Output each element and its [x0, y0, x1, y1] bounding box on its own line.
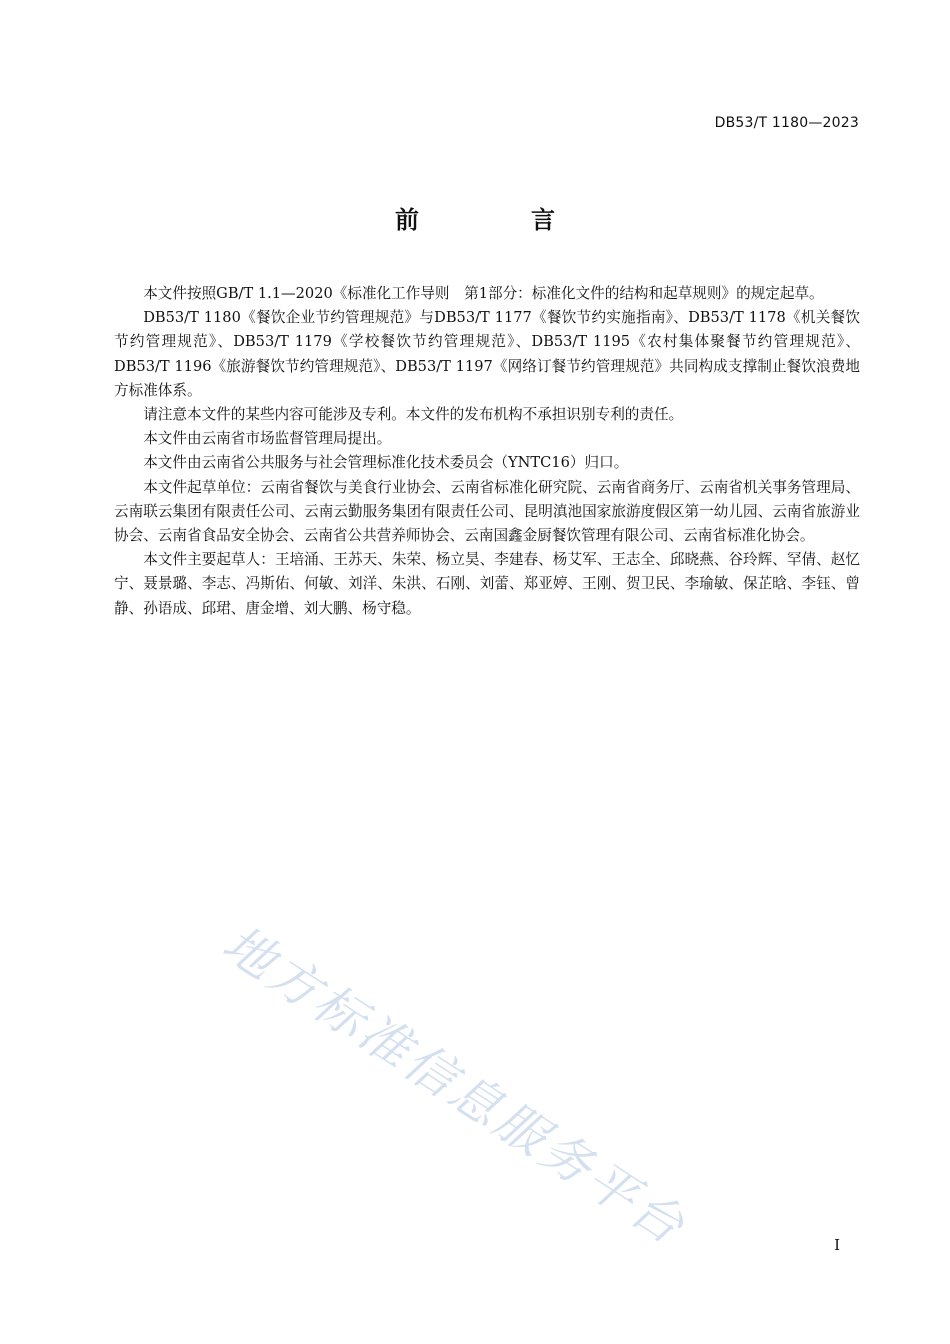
watermark: 地方标准信息服务平台: [212, 914, 697, 1257]
document-number: DB53/T 1180—2023: [714, 115, 859, 131]
paragraph-drafting-rules: 本文件按照GB/T 1.1—2020《标准化工作导则 第1部分：标准化文件的结构和起草规则》的规定起草。: [143, 285, 824, 302]
paragraph-drafting-units: 本文件起草单位：云南省餐饮与美食行业协会、云南省标准化研究院、云南省商务厅、云南省机关事务管理局、云南联云集团有限责任公司、云南云勤服务集团有限责任公司、昆明滇池国家旅游度假区第一幼儿园、云南省旅游业协会、云南省食品安全协会、云南省公共营养师协会、云南国鑫金厨餐饮管理有限公司、云南省标准化协会。: [114, 478, 860, 545]
paragraph-under-jurisdiction: 本文件由云南省公共服务与社会管理标准化技术委员会（YNTC16）归口。: [143, 454, 629, 472]
foreword-body: [114, 282, 860, 621]
page-number: I: [834, 1236, 840, 1254]
paragraph-proposed-by: 本文件由云南省市场监督管理局提出。: [143, 430, 392, 448]
page-title: 前 言: [395, 206, 599, 234]
paragraph-drafters: 本文件主要起草人：王培涌、王苏天、朱荣、杨立昊、李建春、杨艾军、王志全、邱晓燕、谷玲辉、罕倩、赵忆宁、聂景璐、李志、冯斯佑、何敏、刘洋、朱洪、石刚、刘蕾、郑亚婷、王刚、贺卫民、李瑜敏、保芷晗、李钰、曾静、孙语成、邱珺、唐金增、刘大鹏、杨守稳。: [114, 551, 860, 617]
paragraph-patent-notice: 请注意本文件的某些内容可能涉及专利。本文件的发布机构不承担识别专利的责任。: [143, 406, 684, 424]
paragraph-standard-system: DB53/T 1180《餐饮企业节约管理规范》与DB53/T 1177《餐饮节约实施指南》、DB53/T 1178《机关餐饮节约管理规范》、DB53/T 1179《学校餐饮节约管理规范》、DB53/T 1195《农村集体聚餐节约管理规范》、DB53/T 1196《旅游餐饮节约管理规范》、DB53/T 1197《网络订餐节约管理规范》共同构成支撑制止餐饮浪费地方标准体系。: [114, 309, 860, 399]
